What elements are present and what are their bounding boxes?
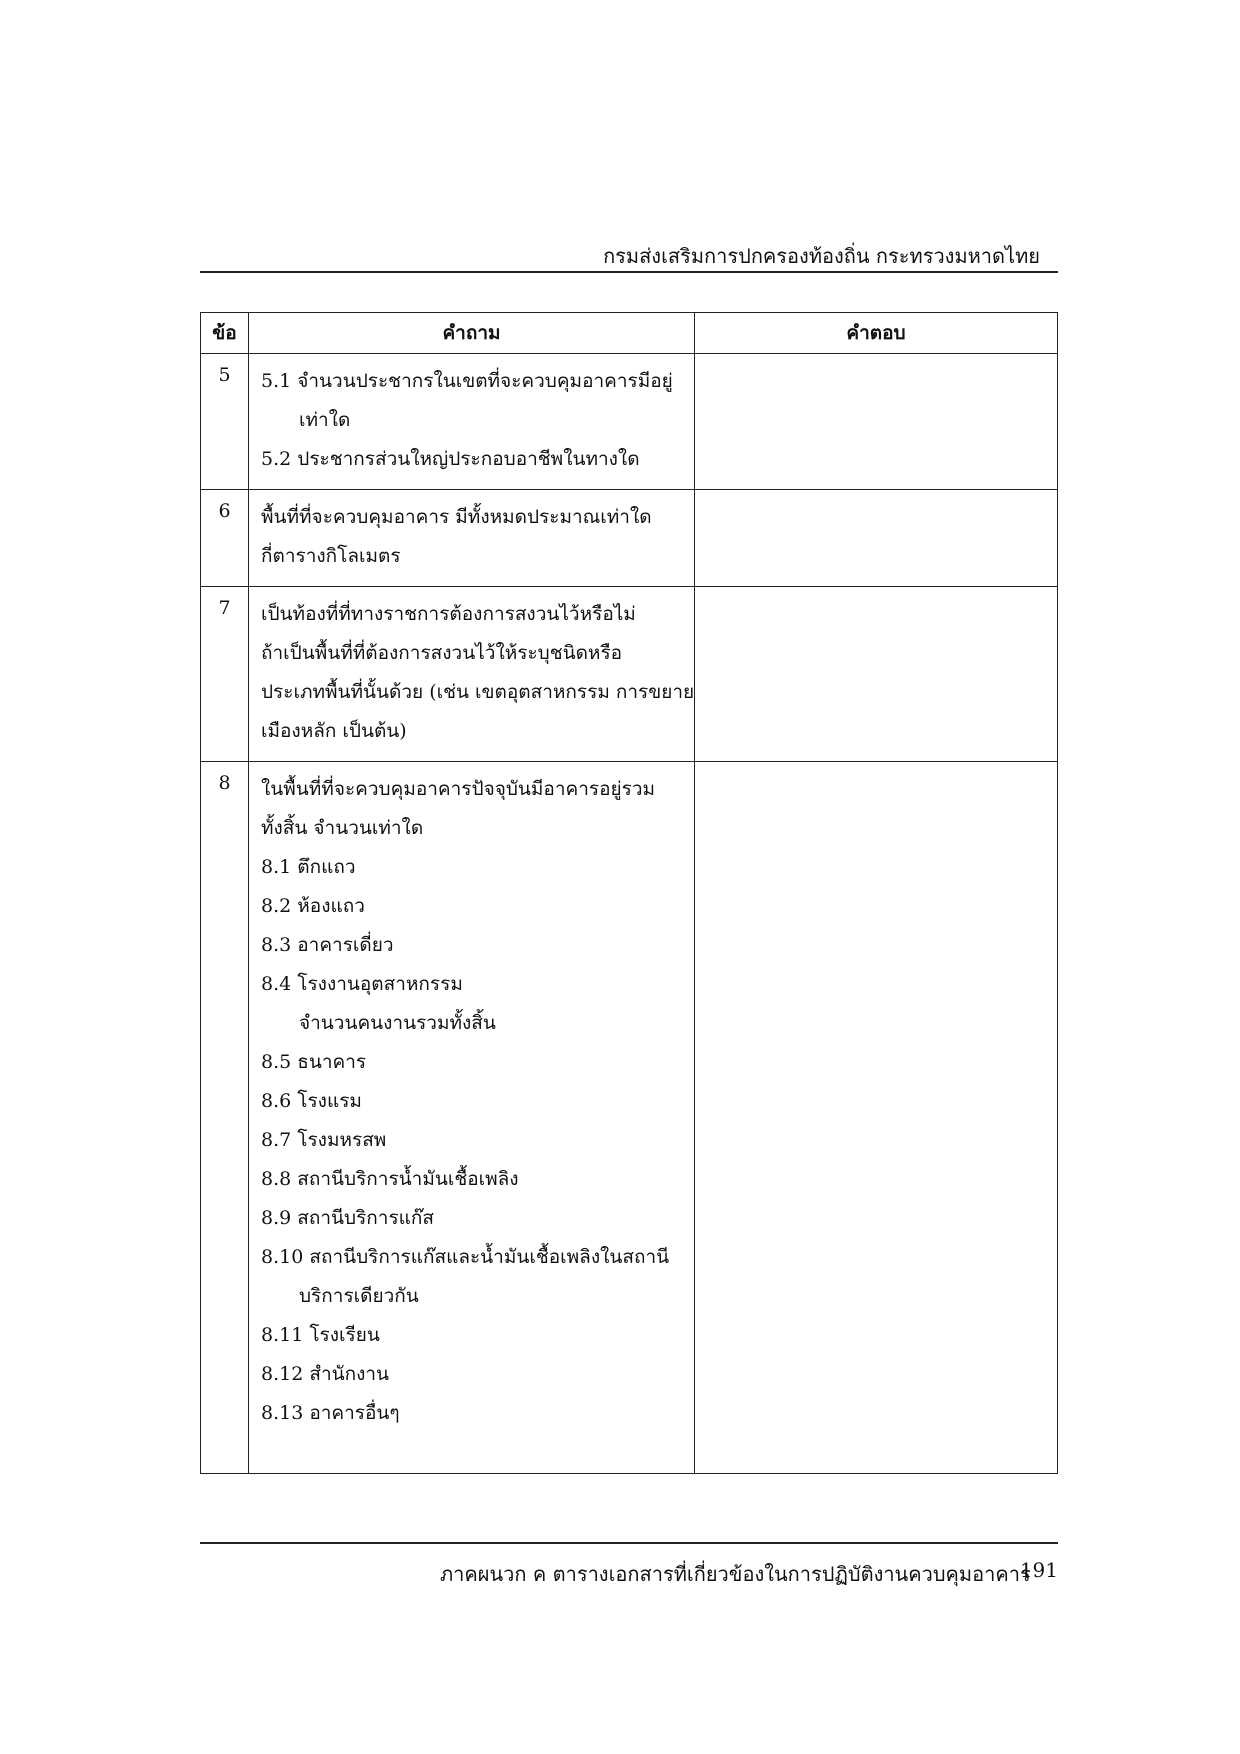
questionnaire-table (200, 312, 1058, 1474)
question-line: 5.2 ประชากรส่วนใหญ่ประกอบอาชีพในทางใด (261, 448, 640, 470)
table-row (201, 490, 1058, 587)
row-number-cell: 8 (201, 762, 249, 1474)
footer-divider (200, 1542, 1058, 1544)
question-cell (249, 354, 695, 490)
answer-cell[interactable] (695, 354, 1058, 490)
question-line: ถ้าเป็นพื้นที่ที่ต้องการสงวนไว้ให้ระบุชนิดหรือ (261, 642, 623, 664)
column-header-answer: คำตอบ (695, 313, 1058, 354)
question-line: 8.2 ห้องแถว (261, 895, 365, 917)
question-line: 8.12 สำนักงาน (261, 1363, 390, 1385)
question-line: 8.3 อาคารเดี่ยว (261, 934, 394, 956)
page-number: 191 (1019, 1558, 1058, 1582)
question-line: 5.1 จำนวนประชากรในเขตที่จะควบคุมอาคารมีอยู่ (261, 370, 673, 392)
question-cell (249, 490, 695, 587)
question-line: ในพื้นที่ที่จะควบคุมอาคารปัจจุบันมีอาคารอยู่รวม (261, 778, 656, 800)
header-divider (200, 271, 1058, 273)
question-line: จำนวนคนงานรวมทั้งสิ้น (299, 1012, 496, 1034)
answer-cell[interactable] (695, 490, 1058, 587)
question-line: พื้นที่ที่จะควบคุมอาคาร มีทั้งหมดประมาณเท่าใด (261, 506, 652, 528)
question-line: เมืองหลัก เป็นต้น) (261, 720, 407, 742)
table-row (201, 354, 1058, 490)
table-body (201, 354, 1058, 1474)
question-line: เท่าใด (299, 409, 351, 431)
question-line: บริการเดียวกัน (299, 1285, 419, 1307)
column-header-no: ข้อ (201, 313, 249, 354)
row-number-cell: 7 (201, 587, 249, 762)
row-number-cell: 6 (201, 490, 249, 587)
question-line: 8.13 อาคารอื่นๆ (261, 1402, 400, 1424)
table-row (201, 587, 1058, 762)
question-line: เป็นท้องที่ที่ทางราชการต้องการสงวนไว้หรือไม่ (261, 603, 636, 625)
question-line: 8.11 โรงเรียน (261, 1324, 380, 1346)
footer-caption: ภาคผนวก ค ตารางเอกสารที่เกี่ยวข้องในการปฏิบัติงานควบคุมอาคาร (440, 1562, 1031, 1586)
question-line: ทั้งสิ้น จำนวนเท่าใด (261, 817, 424, 839)
page-header-title: กรมส่งเสริมการปกครองท้องถิ่น กระทรวงมหาดไทย (603, 244, 1040, 268)
row-number-cell: 5 (201, 354, 249, 490)
answer-cell[interactable] (695, 587, 1058, 762)
table-row (201, 762, 1058, 1474)
question-cell (249, 587, 695, 762)
question-line: 8.5 ธนาคาร (261, 1051, 367, 1073)
question-line: 8.4 โรงงานอุตสาหกรรม (261, 973, 463, 995)
question-line: กี่ตารางกิโลเมตร (261, 545, 401, 567)
question-line: 8.7 โรงมหรสพ (261, 1129, 387, 1151)
question-line: 8.9 สถานีบริการแก๊ส (261, 1207, 435, 1229)
question-line: 8.10 สถานีบริการแก๊สและน้ำมันเชื้อเพลิงในสถานี (261, 1246, 670, 1268)
question-cell (249, 762, 695, 1474)
question-line: 8.8 สถานีบริการน้ำมันเชื้อเพลิง (261, 1168, 519, 1190)
question-line: ประเภทพื้นที่นั้นด้วย (เช่น เขตอุตสาหกรรม การขยาย (261, 681, 695, 703)
table-header-row (201, 313, 1058, 354)
answer-cell[interactable] (695, 762, 1058, 1474)
cell-padding (261, 1433, 684, 1463)
column-header-question: คำถาม (249, 313, 695, 354)
question-line: 8.6 โรงแรม (261, 1090, 362, 1112)
question-line: 8.1 ตึกแถว (261, 856, 356, 878)
